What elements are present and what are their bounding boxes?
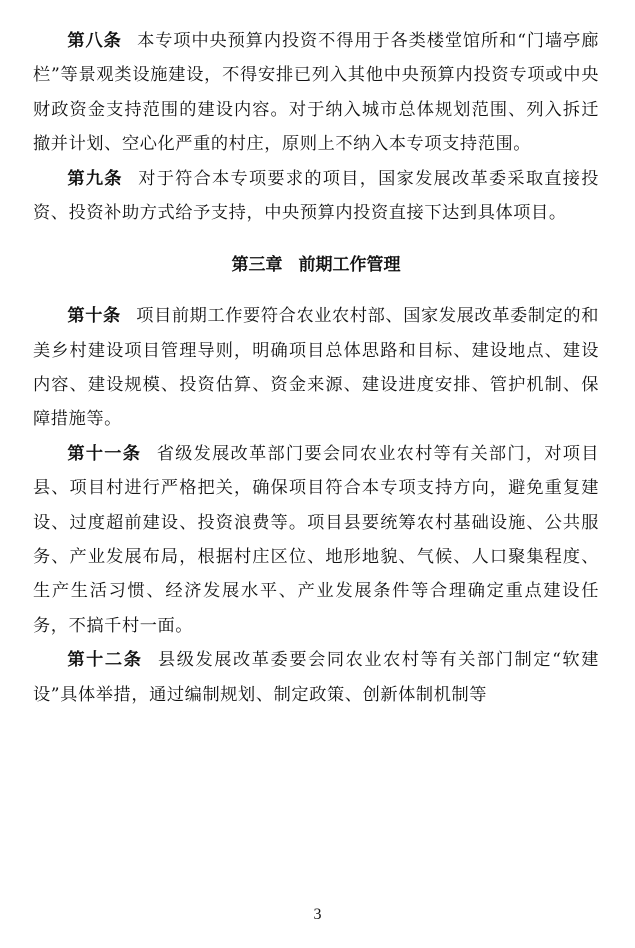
article-12-heading: 第十二条: [67, 650, 143, 671]
chapter-number: 第三章: [231, 254, 283, 275]
article-9: [33, 162, 599, 231]
article-12: [33, 643, 599, 712]
article-8-text: 本专项中央预算内投资不得用于各类楼堂馆所和“门墙亭廊栏”等景观类设施建设，不得安排已列入其他中央预算内投资专项或中央财政资金支持范围的建设内容。对于纳入城市总体规划范围、列入拆迁撤并计划、空心化严重的村庄，原则上不纳入本专项支持范围。: [33, 31, 599, 155]
chapter-title: 前期工作管理: [298, 254, 401, 275]
article-9-text: 对于符合本专项要求的项目，国家发展改革委采取直接投资、投资补助方式给予支持，中央预算内投资直接下达到具体项目。: [33, 168, 599, 224]
page-number: 3: [313, 906, 322, 923]
article-11-heading: 第十一条: [67, 443, 142, 464]
article-10: [33, 299, 599, 437]
article-8: [33, 24, 599, 162]
article-10-text: 项目前期工作要符合农业农村部、国家发展改革委制定的和美乡村建设项目管理导则，明确项目总体思路和目标、建设地点、建设内容、建设规模、投资估算、资金来源、建设进度安排、管护机制、保障措施等。: [33, 306, 599, 430]
article-8-heading: 第八条: [67, 31, 122, 51]
chapter-heading: [33, 230, 599, 299]
article-12-text: 县级发展改革委要会同农业农村等有关部门制定“软建设”具体举措，通过编制规划、制定政策、创新体制机制等: [33, 650, 599, 705]
document-page: [33, 24, 599, 712]
article-9-heading: 第九条: [67, 168, 123, 189]
article-10-heading: 第十条: [67, 306, 121, 327]
article-11-text: 省级发展改革部门要会同农业农村等有关部门，对项目县、项目村进行严格把关，确保项目符合本专项支持方向，避免重复建设、过度超前建设、投资浪费等。项目县要统筹农村基础设施、公共服务、产业发展布局，根据村庄区位、地形地貌、气候、人口聚集程度、生产生活习惯、经济发展水平、产业发展条件等合理确定重点建设任务，不搞千村一面。: [33, 443, 600, 636]
article-11: [33, 437, 599, 643]
